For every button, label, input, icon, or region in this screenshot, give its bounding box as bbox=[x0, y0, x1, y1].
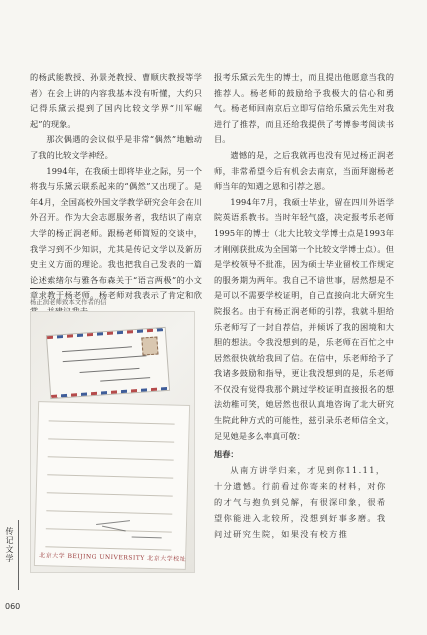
page-number: 060 bbox=[5, 602, 21, 611]
caption-rule bbox=[30, 288, 180, 289]
left-paragraph-1: 的杨武能教授、孙景尧教授、曹顺庆教授等学者）在会上讲的内容我基本没有听懂，大约只记得乐黛云提到了国内比较文学界“川军崛起”的现象。 bbox=[30, 72, 202, 129]
letter-footer: 北京大学 BEIJING UNIVERSITY 北京大学校址 bbox=[39, 552, 187, 563]
left-column bbox=[30, 70, 202, 320]
right-paragraph-2: 遗憾的是，之后我就再也没有见过杨正润老师，非常希望今后有机会去南京，当面拜谢杨老师当年的知遇之恩和引荐之恩。 bbox=[214, 149, 394, 192]
section-title: 传记文学 bbox=[5, 527, 14, 563]
section-label bbox=[4, 527, 18, 563]
letter-body: 从南方讲学归来，才见到你11.11，十分遗憾。行前看过你寄来的材料，对你的才气与抱负到兑解，有很深印象，很希望你能进入北较所，没想到好事多磨。我问过研究生院，如果没有校方推 bbox=[214, 465, 387, 540]
letter-salutation: 旭春： bbox=[214, 449, 239, 460]
left-paragraph-2: 那次偶遇的会议似乎是非常“偶然”地触动了我的比较文学神经。 bbox=[30, 134, 202, 160]
stamp-icon bbox=[141, 336, 158, 355]
letter-sheet-image bbox=[34, 401, 190, 570]
right-paragraph-1: 报考乐黛云先生的博士，而且提出他愿意当我的推荐人。杨老师的鼓励给予我极大的信心和勇气。杨老师回南京后立即写信给乐黛云先生对我进行了推荐，而且还给我提供了考博参考阅读书目。 bbox=[214, 72, 394, 145]
right-column bbox=[214, 70, 394, 542]
left-paragraph-3: 1994年，在我硕士即将毕业之际，另一个将我与乐黛云联系起来的“偶然”又出现了。是年4月，全国高校外国文学教学研究会年会在川外召开。作为大会志愿服务者，我结识了南京大学的杨正润老师。跟杨老师简短的交谈中，我学习到不少知识，尤其是传记文学以及新历史主义方面的理论。我也把我自己发表的一篇论述索绪尔与雅各布森关于“语言两极”的小文章求教于杨老师。杨老师对我表示了肯定和欣 bbox=[30, 165, 202, 301]
photo-caption: 杨正润老师致本文作者的信 bbox=[30, 298, 107, 306]
envelope-image bbox=[46, 327, 170, 399]
right-paragraph-3: 1994年7月，我硕士毕业，留在四川外语学院英语系教书。当时年轻气盛，决定报考乐老师1995年的博士（北大比较文学博士点是1993年才刚刚获批成为全国第一个比较文学博士点）。但是学校领导不批准，因为硕士毕业留校工作规定的服务期为两年。我自己不谙世事，居然想是不是可以不需要学校证明，自己直接向北大研究生院报名。由于有杨正润老师的引荐，我就斗胆给乐老师写了一封自荐信，并倾诉了我的困境和大胆的想法。令我没想到的是，乐老师在百忙之中居然很快就给我回了信。在信中，乐老师给予了我诸多鼓励和指导，更让我没想到的是，乐老师不仅没有觉得我那个跳过学校证明直接报名的想法幼稚可笑，她居然也很认真地咨询了北大研究生院此种方式的可能性，兹引录乐老师信全文，足见她是多么率真可敬： bbox=[214, 196, 394, 441]
letter-photo bbox=[30, 311, 195, 573]
side-divider bbox=[18, 520, 19, 590]
